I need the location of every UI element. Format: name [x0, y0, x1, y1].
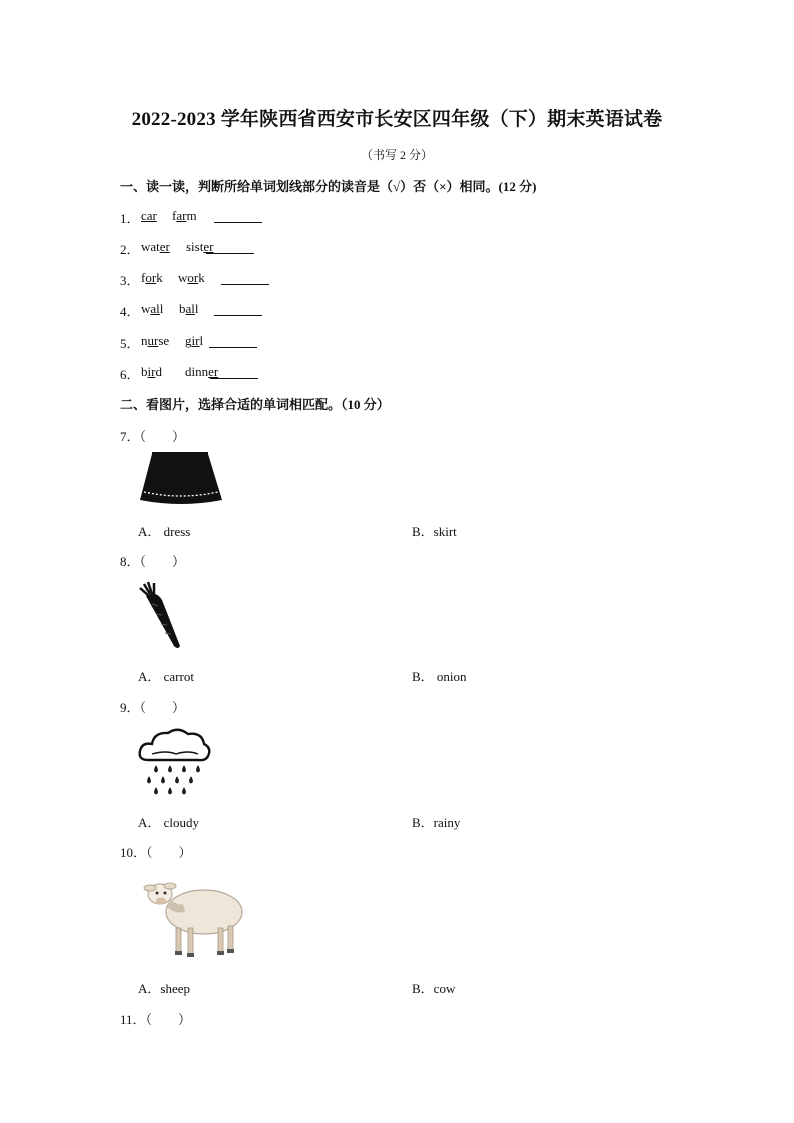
q9-option-b[interactable]: B．rainy	[412, 815, 461, 830]
answer-blank[interactable]	[209, 335, 257, 348]
q7-option-b[interactable]: B．skirt	[412, 524, 457, 539]
first-word	[141, 270, 163, 286]
underlined-part: or	[187, 270, 199, 285]
first-word	[141, 208, 157, 224]
word-part: f	[172, 208, 177, 223]
word-part: n	[141, 333, 148, 348]
section-1-item	[120, 364, 320, 382]
skirt-icon	[136, 448, 226, 510]
underlined-part: ar	[176, 208, 187, 223]
word-part: l	[194, 301, 199, 316]
q10-option-a[interactable]: A．sheep	[138, 981, 190, 996]
word-part: dinn	[185, 364, 209, 379]
underlined-part: er	[159, 239, 170, 254]
q9-option-a[interactable]: A． cloudy	[138, 815, 200, 830]
item-number: 5．	[120, 336, 140, 351]
underlined-part: or	[145, 270, 157, 285]
answer-blank[interactable]	[221, 272, 269, 285]
word-part: wat	[141, 239, 160, 254]
sheep-icon	[140, 874, 246, 960]
answer-blank[interactable]	[206, 241, 254, 254]
word-part: se	[158, 333, 170, 348]
first-word	[141, 239, 170, 255]
item-number: 4．	[120, 304, 140, 319]
word-part: w	[141, 301, 151, 316]
answer-blank[interactable]	[210, 366, 258, 379]
underlined-part: ir	[191, 333, 200, 348]
question-8-number: 8．（ ）	[120, 554, 186, 569]
answer-blank[interactable]	[214, 303, 262, 316]
underlined-part: er	[203, 239, 214, 254]
item-number: 3．	[120, 273, 140, 288]
q8-option-a[interactable]: A． carrot	[138, 669, 194, 684]
q7-option-a[interactable]: A． dress	[138, 524, 191, 539]
word-part: k	[198, 270, 205, 285]
item-number: 6．	[120, 367, 140, 382]
rain-cloud-icon	[136, 724, 212, 802]
section-1-heading: 一、读一读，判断所给单词划线部分的读音是（√）否（×）相同。(12 分)	[120, 179, 537, 194]
second-word	[172, 208, 197, 224]
section-1-item	[120, 301, 320, 319]
section-1-item	[120, 239, 320, 257]
second-word	[179, 301, 199, 317]
second-word	[178, 270, 205, 286]
word-part: m	[186, 208, 197, 223]
section-1-item	[120, 208, 320, 226]
page-subtitle: （书写 2 分）	[360, 148, 433, 162]
answer-blank[interactable]	[214, 210, 262, 223]
carrot-icon	[134, 580, 188, 652]
section-1-item	[120, 333, 320, 351]
page-title: 2022-2023 学年陕西省西安市长安区四年级（下）期末英语试卷	[131, 109, 663, 130]
underlined-part: ir	[147, 364, 156, 379]
underlined-part: car	[141, 208, 157, 223]
word-part: g	[185, 333, 192, 348]
word-part: b	[179, 301, 186, 316]
q10-option-b[interactable]: B．cow	[412, 981, 456, 996]
word-part: w	[178, 270, 188, 285]
word-part: sist	[186, 239, 204, 254]
first-word	[141, 333, 169, 349]
first-word	[141, 301, 163, 317]
question-10-number: 10．（ ）	[120, 845, 192, 860]
item-number: 1．	[120, 211, 140, 226]
underlined-part: al	[150, 301, 160, 316]
item-number: 2．	[120, 242, 140, 257]
underlined-part: er	[208, 364, 219, 379]
word-part: l	[199, 333, 204, 348]
word-part: f	[141, 270, 146, 285]
question-11-number: 11．（ ）	[120, 1012, 192, 1027]
question-9-number: 9．（ ）	[120, 700, 186, 715]
second-word	[185, 333, 203, 349]
question-7-number: 7．（ ）	[120, 429, 186, 444]
q8-option-b[interactable]: B． onion	[412, 669, 467, 684]
section-1-item	[120, 270, 320, 288]
section-2-heading: 二、看图片，选择合适的单词相匹配。（10 分）	[120, 397, 390, 412]
underlined-part: ur	[147, 333, 159, 348]
word-part: k	[156, 270, 163, 285]
underlined-part: al	[185, 301, 195, 316]
first-word	[141, 364, 162, 380]
word-part: b	[141, 364, 148, 379]
word-part: d	[155, 364, 162, 379]
word-part: l	[159, 301, 164, 316]
